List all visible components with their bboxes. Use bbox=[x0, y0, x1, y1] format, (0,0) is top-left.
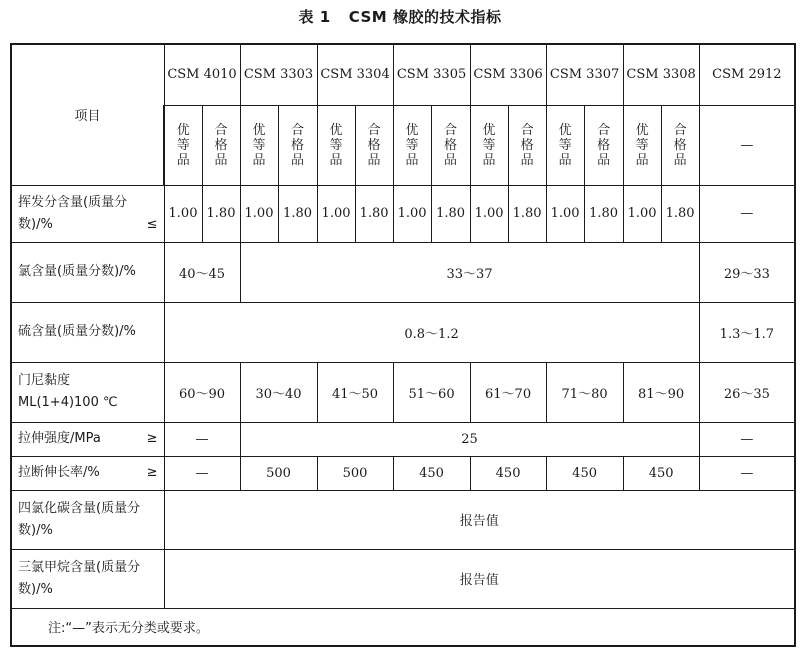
grade-char: 品 bbox=[329, 152, 343, 168]
row-sulfur bbox=[11, 302, 795, 362]
relation-symbol: ≤ bbox=[146, 216, 158, 232]
relation-symbol: ≥ bbox=[146, 431, 158, 446]
grade-char: 品 bbox=[176, 152, 190, 168]
row-label: 四氯化碳含量(质量分数)/% bbox=[11, 490, 164, 549]
grade-text bbox=[624, 123, 661, 168]
grade-char: 品 bbox=[444, 152, 458, 168]
grade-text bbox=[165, 123, 202, 168]
grade-char: 格 bbox=[444, 137, 458, 153]
grade-qualified bbox=[278, 105, 317, 185]
row-mooney bbox=[11, 362, 795, 422]
value-cell: 1.00 bbox=[546, 185, 584, 242]
label-text: 挥发分含量(质量分数)/% bbox=[18, 194, 128, 232]
grade-char: 等 bbox=[558, 137, 572, 153]
value-cell: 40～45 bbox=[164, 242, 240, 302]
grade-text bbox=[471, 123, 508, 168]
value-cell: 1.80 bbox=[202, 185, 240, 242]
value-cell: 1.80 bbox=[278, 185, 317, 242]
grade-char: 品 bbox=[673, 152, 687, 168]
grade-qualified bbox=[202, 105, 240, 185]
product-header: CSM 2912 bbox=[699, 44, 795, 105]
value-cell: 500 bbox=[240, 456, 317, 490]
label-text: 拉断伸长率/% bbox=[18, 465, 100, 480]
grade-char: 品 bbox=[367, 152, 381, 168]
row-elongation bbox=[11, 456, 795, 490]
grade-char: 格 bbox=[367, 137, 381, 153]
grade-text bbox=[432, 123, 470, 168]
grade-superior bbox=[317, 105, 355, 185]
value-cell: 1.80 bbox=[584, 185, 623, 242]
grade-char: 合 bbox=[291, 122, 305, 138]
header-row-products bbox=[11, 44, 795, 105]
row-label: 硫含量(质量分数)/% bbox=[11, 302, 164, 362]
note-row bbox=[11, 608, 795, 646]
grade-qualified bbox=[508, 105, 546, 185]
value-cell: 51～60 bbox=[393, 362, 470, 422]
grade-superior bbox=[240, 105, 278, 185]
grade-char: 优 bbox=[176, 122, 190, 138]
grade-qualified bbox=[661, 105, 699, 185]
grade-char: 合 bbox=[520, 122, 534, 138]
grade-superior bbox=[623, 105, 661, 185]
grade-char: 合 bbox=[214, 122, 228, 138]
table-title: CSM 橡胶的技术指标 bbox=[348, 8, 502, 26]
grade-char: 合 bbox=[673, 122, 687, 138]
grade-char: 等 bbox=[405, 137, 419, 153]
grade-qualified bbox=[431, 105, 470, 185]
grade-text bbox=[585, 123, 623, 168]
grade-text bbox=[356, 123, 393, 168]
value-cell: 81～90 bbox=[623, 362, 699, 422]
grade-char: 优 bbox=[558, 122, 572, 138]
item-header: 项目 bbox=[11, 44, 164, 185]
row-label bbox=[11, 422, 164, 456]
product-header: CSM 3303 bbox=[240, 44, 317, 105]
value-cell: 1.3～1.7 bbox=[699, 302, 795, 362]
grade-char: 格 bbox=[291, 137, 305, 153]
grade-text bbox=[241, 123, 278, 168]
value-cell: 1.00 bbox=[393, 185, 431, 242]
value-cell: 33～37 bbox=[240, 242, 699, 302]
row-label: 三氯甲烷含量(质量分数)/% bbox=[11, 549, 164, 608]
value-cell: 30～40 bbox=[240, 362, 317, 422]
value-cell: 报告值 bbox=[164, 549, 795, 608]
label-line: ML(1+4)100 ℃ bbox=[18, 395, 118, 410]
row-label bbox=[11, 362, 164, 422]
value-cell: 1.80 bbox=[431, 185, 470, 242]
grade-char: 品 bbox=[405, 152, 419, 168]
grade-text bbox=[203, 123, 240, 168]
grade-text bbox=[509, 123, 546, 168]
grade-char: 品 bbox=[635, 152, 649, 168]
value-cell: 450 bbox=[623, 456, 699, 490]
grade-char: 格 bbox=[520, 137, 534, 153]
value-cell: 60～90 bbox=[164, 362, 240, 422]
grade-qualified bbox=[584, 105, 623, 185]
value-cell: 1.80 bbox=[661, 185, 699, 242]
grade-none: — bbox=[699, 105, 795, 185]
row-label bbox=[11, 456, 164, 490]
product-header: CSM 4010 bbox=[164, 44, 240, 105]
grade-char: 格 bbox=[673, 137, 687, 153]
grade-char: 品 bbox=[597, 152, 611, 168]
label-line: 门尼黏度 bbox=[18, 373, 71, 388]
row-label bbox=[11, 185, 164, 242]
grade-superior bbox=[164, 105, 202, 185]
grade-char: 品 bbox=[291, 152, 305, 168]
value-cell: 500 bbox=[317, 456, 393, 490]
table-number: 表 1 bbox=[298, 8, 331, 26]
grade-char: 等 bbox=[176, 137, 190, 153]
grade-char: 合 bbox=[597, 122, 611, 138]
spec-table bbox=[10, 43, 796, 647]
value-cell: 26～35 bbox=[699, 362, 795, 422]
grade-qualified bbox=[355, 105, 393, 185]
product-header: CSM 3307 bbox=[546, 44, 623, 105]
value-cell: 1.00 bbox=[470, 185, 508, 242]
product-header: CSM 3304 bbox=[317, 44, 393, 105]
grade-char: 品 bbox=[214, 152, 228, 168]
value-cell: 报告值 bbox=[164, 490, 795, 549]
value-cell: — bbox=[699, 456, 795, 490]
grade-superior bbox=[546, 105, 584, 185]
value-cell: — bbox=[699, 422, 795, 456]
value-cell: — bbox=[164, 456, 240, 490]
row-chloroform bbox=[11, 549, 795, 608]
product-header: CSM 3306 bbox=[470, 44, 546, 105]
value-cell: 450 bbox=[393, 456, 470, 490]
value-cell: 450 bbox=[546, 456, 623, 490]
grade-char: 品 bbox=[520, 152, 534, 168]
value-cell: 1.00 bbox=[240, 185, 278, 242]
grade-char: 格 bbox=[597, 137, 611, 153]
value-cell: 25 bbox=[240, 422, 699, 456]
value-cell: 1.00 bbox=[164, 185, 202, 242]
grade-text bbox=[279, 123, 317, 168]
grade-char: 优 bbox=[405, 122, 419, 138]
grade-char: 优 bbox=[482, 122, 496, 138]
product-header: CSM 3305 bbox=[393, 44, 470, 105]
row-chlorine bbox=[11, 242, 795, 302]
grade-char: 优 bbox=[252, 122, 266, 138]
table-note: 注:“—”表示无分类或要求。 bbox=[11, 608, 795, 646]
grade-char: 品 bbox=[252, 152, 266, 168]
grade-char: 等 bbox=[482, 137, 496, 153]
grade-char: 优 bbox=[329, 122, 343, 138]
label-text: 拉伸强度/MPa bbox=[18, 431, 101, 446]
row-ccl4 bbox=[11, 490, 795, 549]
grade-superior bbox=[393, 105, 431, 185]
grade-char: 品 bbox=[558, 152, 572, 168]
row-tensile bbox=[11, 422, 795, 456]
value-cell: 1.00 bbox=[317, 185, 355, 242]
grade-text bbox=[662, 123, 699, 168]
product-header: CSM 3308 bbox=[623, 44, 699, 105]
value-cell: 29～33 bbox=[699, 242, 795, 302]
grade-char: 合 bbox=[367, 122, 381, 138]
table-caption bbox=[0, 6, 800, 27]
value-cell: 1.00 bbox=[623, 185, 661, 242]
grade-char: 等 bbox=[329, 137, 343, 153]
grade-char: 格 bbox=[214, 137, 228, 153]
value-cell: — bbox=[164, 422, 240, 456]
row-label: 氯含量(质量分数)/% bbox=[11, 242, 164, 302]
grade-char: 合 bbox=[444, 122, 458, 138]
value-cell: 450 bbox=[470, 456, 546, 490]
value-cell: — bbox=[699, 185, 795, 242]
grade-char: 品 bbox=[482, 152, 496, 168]
row-volatile bbox=[11, 185, 795, 242]
grade-text bbox=[394, 123, 431, 168]
grade-char: 优 bbox=[635, 122, 649, 138]
grade-text bbox=[547, 123, 584, 168]
value-cell: 71～80 bbox=[546, 362, 623, 422]
value-cell: 1.80 bbox=[508, 185, 546, 242]
relation-symbol: ≥ bbox=[146, 465, 158, 480]
value-cell: 41～50 bbox=[317, 362, 393, 422]
grade-char: 等 bbox=[252, 137, 266, 153]
value-cell: 61～70 bbox=[470, 362, 546, 422]
grade-text bbox=[318, 123, 355, 168]
value-cell: 0.8～1.2 bbox=[164, 302, 699, 362]
grade-char: 等 bbox=[635, 137, 649, 153]
value-cell: 1.80 bbox=[355, 185, 393, 242]
grade-superior bbox=[470, 105, 508, 185]
